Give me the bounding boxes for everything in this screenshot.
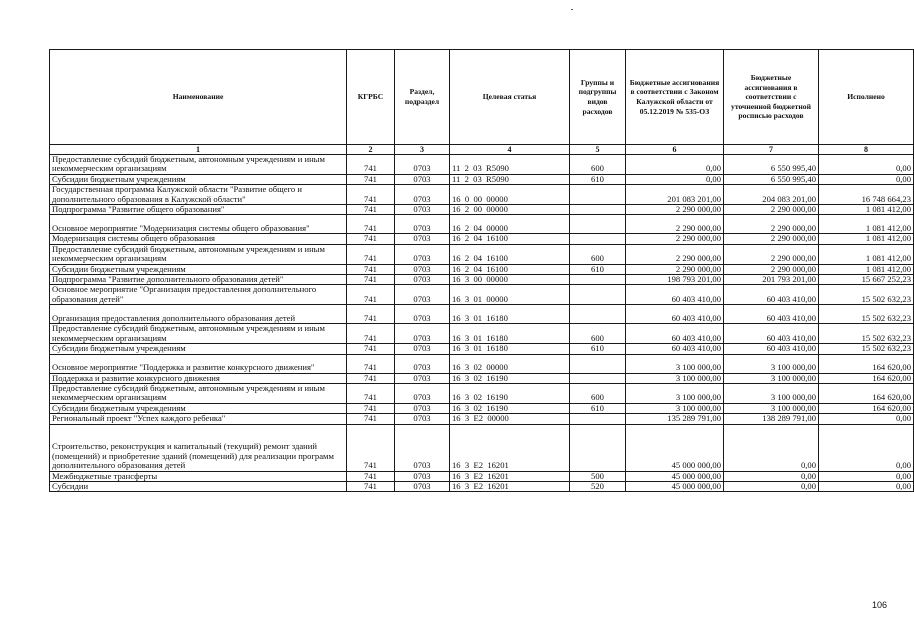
cell-executed: 0,00: [819, 414, 914, 424]
cell-group: [570, 305, 626, 324]
cell-kgrbs: 741: [347, 324, 395, 344]
cell-refined-allocation: 204 083 201,00: [724, 185, 819, 205]
cell-executed: 15 502 632,23: [819, 344, 914, 354]
cell-law-allocation: 2 290 000,00: [626, 234, 724, 244]
cell-law-allocation: 2 290 000,00: [626, 244, 724, 264]
cell-executed: 0,00: [819, 424, 914, 471]
cell-group: [570, 205, 626, 215]
cell-section: 0703: [395, 383, 450, 403]
cell-name: Поддержка и развитие конкурсного движения: [50, 373, 347, 383]
cell-executed: 1 081 412,00: [819, 205, 914, 215]
cell-kgrbs: 741: [347, 185, 395, 205]
cell-law-allocation: 201 083 201,00: [626, 185, 724, 205]
table-row: [50, 185, 914, 205]
cell-target: 16 3 02 16190: [450, 403, 570, 413]
cell-section: 0703: [395, 234, 450, 244]
cell-refined-allocation: 138 289 791,00: [724, 414, 819, 424]
cell-law-allocation: 2 290 000,00: [626, 215, 724, 234]
cell-section: 0703: [395, 471, 450, 481]
cell-law-allocation: 60 403 410,00: [626, 305, 724, 324]
cell-law-allocation: 2 290 000,00: [626, 264, 724, 274]
header-refined-allocation: Бюджетные ассигнования в соответствии с уточненной бюджетной росписью расходов: [724, 50, 819, 145]
cell-executed: 164 620,00: [819, 373, 914, 383]
cell-target: 16 3 01 16180: [450, 344, 570, 354]
table-row: [50, 414, 914, 424]
cell-executed: 164 620,00: [819, 403, 914, 413]
cell-refined-allocation: 3 100 000,00: [724, 383, 819, 403]
column-number: 7: [724, 145, 819, 155]
cell-refined-allocation: 201 793 201,00: [724, 275, 819, 285]
cell-section: 0703: [395, 174, 450, 184]
cell-name: Субсидии бюджетным учреждениям: [50, 344, 347, 354]
cell-law-allocation: 198 793 201,00: [626, 275, 724, 285]
cell-law-allocation: 60 403 410,00: [626, 344, 724, 354]
cell-law-allocation: 3 100 000,00: [626, 383, 724, 403]
cell-group: [570, 275, 626, 285]
cell-target: 16 3 E2 00000: [450, 414, 570, 424]
table-row: [50, 344, 914, 354]
cell-executed: 15 667 252,23: [819, 275, 914, 285]
cell-kgrbs: 741: [347, 424, 395, 471]
cell-name: Субсидии бюджетным учреждениям: [50, 264, 347, 274]
cell-law-allocation: 3 100 000,00: [626, 373, 724, 383]
cell-kgrbs: 741: [347, 383, 395, 403]
header-target: Целевая статья: [450, 50, 570, 145]
cell-refined-allocation: 2 290 000,00: [724, 205, 819, 215]
cell-kgrbs: 741: [347, 373, 395, 383]
table-row: [50, 324, 914, 344]
cell-refined-allocation: 60 403 410,00: [724, 305, 819, 324]
cell-refined-allocation: 3 100 000,00: [724, 403, 819, 413]
cell-law-allocation: 0,00: [626, 174, 724, 184]
cell-target: 16 3 E2 16201: [450, 471, 570, 481]
cell-kgrbs: 741: [347, 244, 395, 264]
cell-group: 610: [570, 174, 626, 184]
cell-target: 11 2 03 R5090: [450, 174, 570, 184]
page-number: 106: [871, 600, 887, 610]
cell-target: 11 2 03 R5090: [450, 155, 570, 175]
cell-section: 0703: [395, 264, 450, 274]
cell-executed: 164 620,00: [819, 383, 914, 403]
table-row: [50, 403, 914, 413]
cell-name: Подпрограмма "Развитие дополнительного образования детей": [50, 275, 347, 285]
cell-name: Основное мероприятие "Организация предоставления дополнительного образования детей": [50, 285, 347, 305]
cell-refined-allocation: 0,00: [724, 481, 819, 491]
cell-executed: 16 748 664,23: [819, 185, 914, 205]
cell-group: [570, 414, 626, 424]
cell-executed: 1 081 412,00: [819, 234, 914, 244]
cell-name: Межбюджетные трансферты: [50, 471, 347, 481]
cell-group: 600: [570, 324, 626, 344]
cell-refined-allocation: 0,00: [724, 471, 819, 481]
cell-law-allocation: 45 000 000,00: [626, 424, 724, 471]
cell-target: 16 3 E2 16201: [450, 424, 570, 471]
cell-group: 610: [570, 344, 626, 354]
cell-name: Основное мероприятие "Поддержка и развитие конкурсного движения": [50, 354, 347, 373]
cell-refined-allocation: 2 290 000,00: [724, 244, 819, 264]
cell-group: 610: [570, 264, 626, 274]
cell-refined-allocation: 6 550 995,40: [724, 174, 819, 184]
cell-target: 16 3 01 16180: [450, 305, 570, 324]
cell-law-allocation: 135 289 791,00: [626, 414, 724, 424]
cell-kgrbs: 741: [347, 305, 395, 324]
cell-kgrbs: 741: [347, 414, 395, 424]
cell-refined-allocation: 0,00: [724, 424, 819, 471]
cell-section: 0703: [395, 285, 450, 305]
cell-section: 0703: [395, 324, 450, 344]
cell-refined-allocation: 60 403 410,00: [724, 285, 819, 305]
cell-refined-allocation: 60 403 410,00: [724, 344, 819, 354]
cell-target: 16 3 01 16180: [450, 324, 570, 344]
cell-section: 0703: [395, 275, 450, 285]
cell-law-allocation: 2 290 000,00: [626, 205, 724, 215]
cell-section: 0703: [395, 155, 450, 175]
cell-executed: 0,00: [819, 155, 914, 175]
table-row: [50, 383, 914, 403]
cell-kgrbs: 741: [347, 403, 395, 413]
cell-refined-allocation: 2 290 000,00: [724, 264, 819, 274]
cell-target: 16 3 02 16190: [450, 373, 570, 383]
cell-name: Региональный проект "Успех каждого ребенка": [50, 414, 347, 424]
table-row: [50, 215, 914, 234]
cell-section: 0703: [395, 185, 450, 205]
cell-law-allocation: 3 100 000,00: [626, 403, 724, 413]
cell-target: 16 3 00 00000: [450, 275, 570, 285]
cell-refined-allocation: 3 100 000,00: [724, 354, 819, 373]
cell-target: 16 2 04 16100: [450, 234, 570, 244]
cell-executed: 15 502 632,23: [819, 305, 914, 324]
cell-group: [570, 185, 626, 205]
cell-kgrbs: 741: [347, 155, 395, 175]
cell-section: 0703: [395, 373, 450, 383]
header-section: Раздел, подраздел: [395, 50, 450, 145]
cell-target: 16 0 00 00000: [450, 185, 570, 205]
cell-law-allocation: 60 403 410,00: [626, 285, 724, 305]
cell-group: 520: [570, 481, 626, 491]
header-law-allocation: Бюджетные ассигнования в соответствии с Законом Калужской области от 05.12.2019 № 535-ОЗ: [626, 50, 724, 145]
column-number: 3: [395, 145, 450, 155]
table-body: [50, 155, 914, 492]
cell-section: 0703: [395, 424, 450, 471]
header-name: Наименование: [50, 50, 347, 145]
cell-kgrbs: 741: [347, 264, 395, 274]
cell-group: 600: [570, 155, 626, 175]
cell-executed: 1 081 412,00: [819, 244, 914, 264]
column-number-row: [50, 145, 914, 155]
cell-executed: 164 620,00: [819, 354, 914, 373]
cell-section: 0703: [395, 414, 450, 424]
budget-table: [49, 49, 914, 492]
table-row: [50, 305, 914, 324]
cell-kgrbs: 741: [347, 174, 395, 184]
cell-target: 16 2 00 00000: [450, 205, 570, 215]
cell-section: 0703: [395, 481, 450, 491]
cell-group: 600: [570, 244, 626, 264]
cell-executed: 0,00: [819, 481, 914, 491]
cell-section: 0703: [395, 205, 450, 215]
table-row: [50, 424, 914, 471]
cell-section: 0703: [395, 403, 450, 413]
column-number: 4: [450, 145, 570, 155]
table-row: [50, 155, 914, 175]
cell-name: Субсидии: [50, 481, 347, 491]
cell-refined-allocation: 60 403 410,00: [724, 324, 819, 344]
cell-executed: 15 502 632,23: [819, 285, 914, 305]
cell-target: 16 2 04 16100: [450, 244, 570, 264]
cell-target: 16 2 04 00000: [450, 215, 570, 234]
cell-kgrbs: 741: [347, 344, 395, 354]
table-row: [50, 244, 914, 264]
cell-name: Предоставление субсидий бюджетным, автономным учреждениям и иным некоммерческим организациям: [50, 383, 347, 403]
cell-section: 0703: [395, 244, 450, 264]
table-row: [50, 234, 914, 244]
table-row: [50, 205, 914, 215]
cell-law-allocation: 45 000 000,00: [626, 481, 724, 491]
cell-kgrbs: 741: [347, 215, 395, 234]
cell-group: [570, 234, 626, 244]
cell-executed: 1 081 412,00: [819, 215, 914, 234]
table-row: [50, 264, 914, 274]
table-row: [50, 285, 914, 305]
cell-group: [570, 285, 626, 305]
column-number: 5: [570, 145, 626, 155]
header-kgrbs: КГРБС: [347, 50, 395, 145]
cell-target: 16 3 E2 16201: [450, 481, 570, 491]
cell-refined-allocation: 3 100 000,00: [724, 373, 819, 383]
cell-group: [570, 215, 626, 234]
cell-refined-allocation: 6 550 995,40: [724, 155, 819, 175]
column-number: 2: [347, 145, 395, 155]
column-number: 8: [819, 145, 914, 155]
cell-name: Подпрограмма "Развитие общего образования": [50, 205, 347, 215]
cell-executed: 15 502 632,23: [819, 324, 914, 344]
cell-kgrbs: 741: [347, 471, 395, 481]
table-row: [50, 373, 914, 383]
cell-target: 16 3 01 00000: [450, 285, 570, 305]
cell-target: 16 2 04 16100: [450, 264, 570, 274]
cell-group: 500: [570, 471, 626, 481]
cell-name: Государственная программа Калужской области "Развитие общего и дополнительного образования в Калужской области": [50, 185, 347, 205]
cell-kgrbs: 741: [347, 234, 395, 244]
cell-name: Организация предоставления дополнительного образования детей: [50, 305, 347, 324]
cell-target: 16 3 02 00000: [450, 354, 570, 373]
cell-section: 0703: [395, 305, 450, 324]
cell-target: 16 3 02 16190: [450, 383, 570, 403]
cell-law-allocation: 3 100 000,00: [626, 354, 724, 373]
cell-group: [570, 424, 626, 471]
cell-refined-allocation: 2 290 000,00: [724, 215, 819, 234]
cell-name: Субсидии бюджетным учреждениям: [50, 174, 347, 184]
cell-law-allocation: 45 000 000,00: [626, 471, 724, 481]
column-number: 6: [626, 145, 724, 155]
scan-mark: [571, 9, 573, 10]
cell-group: [570, 354, 626, 373]
cell-section: 0703: [395, 344, 450, 354]
cell-group: 600: [570, 383, 626, 403]
cell-executed: 1 081 412,00: [819, 264, 914, 274]
cell-kgrbs: 741: [347, 481, 395, 491]
table-header: [50, 50, 914, 155]
cell-kgrbs: 741: [347, 354, 395, 373]
cell-executed: 0,00: [819, 174, 914, 184]
cell-executed: 0,00: [819, 471, 914, 481]
table-row: [50, 471, 914, 481]
cell-law-allocation: 0,00: [626, 155, 724, 175]
cell-kgrbs: 741: [347, 285, 395, 305]
table-row: [50, 275, 914, 285]
cell-section: 0703: [395, 354, 450, 373]
header-group: Группы и подгруппы видов расходов: [570, 50, 626, 145]
table-row: [50, 481, 914, 491]
column-number: 1: [50, 145, 347, 155]
cell-name: Предоставление субсидий бюджетным, автономным учреждениям и иным некоммерческим организациям: [50, 244, 347, 264]
cell-name: Строительство, реконструкция и капитальный (текущий) ремонт зданий (помещений) и приобретение зданий (помещений) для реализации программ дополнительного образования детей: [50, 424, 347, 471]
cell-section: 0703: [395, 215, 450, 234]
table-row: [50, 174, 914, 184]
cell-name: Основное мероприятие "Модернизация системы общего образования": [50, 215, 347, 234]
cell-refined-allocation: 2 290 000,00: [724, 234, 819, 244]
cell-name: Модернизация системы общего образования: [50, 234, 347, 244]
cell-kgrbs: 741: [347, 275, 395, 285]
cell-group: [570, 373, 626, 383]
cell-name: Предоставление субсидий бюджетным, автономным учреждениям и иным некоммерческим организациям: [50, 324, 347, 344]
header-executed: Исполнено: [819, 50, 914, 145]
cell-group: 610: [570, 403, 626, 413]
table-row: [50, 354, 914, 373]
cell-name: Субсидии бюджетным учреждениям: [50, 403, 347, 413]
cell-name: Предоставление субсидий бюджетным, автономным учреждениям и иным некоммерческим организациям: [50, 155, 347, 175]
cell-law-allocation: 60 403 410,00: [626, 324, 724, 344]
cell-kgrbs: 741: [347, 205, 395, 215]
